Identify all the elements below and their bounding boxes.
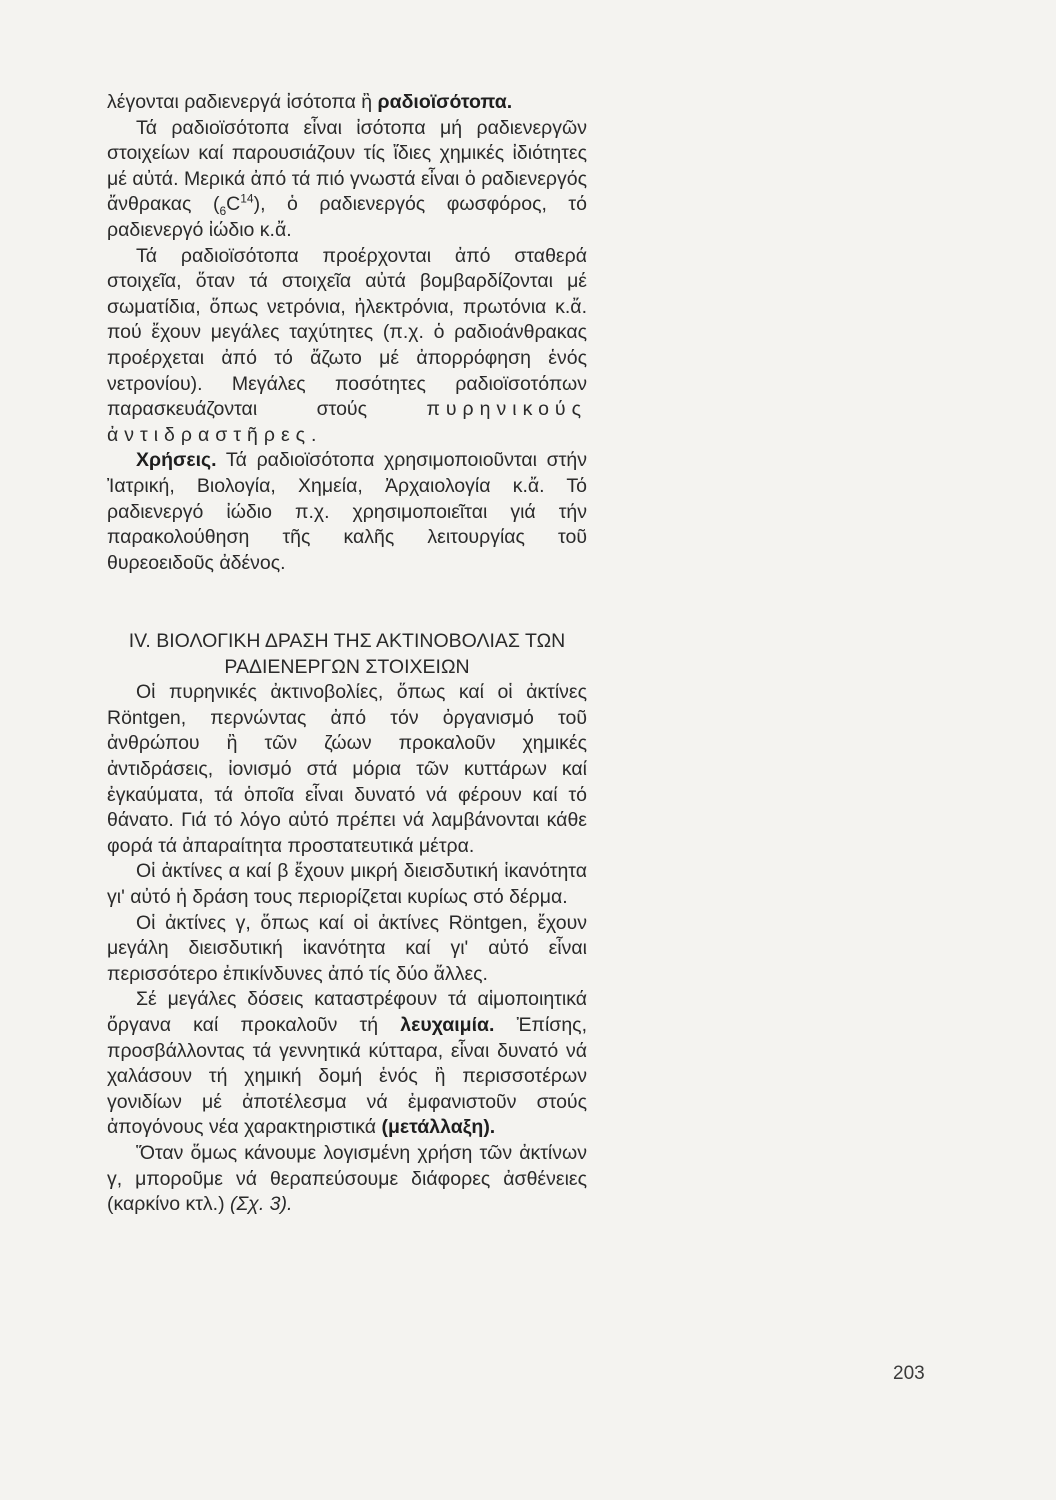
paragraph-4 (107, 448, 587, 576)
paragraph-text: Σέ μεγάλες δόσεις καταστρέφουν τά αἱμοποιητικά ὄργανα καί προκαλοῦν τή (107, 988, 587, 1036)
paragraph-text: ), ὁ ραδιενεργός φωσφόρος, τό ραδιενεργό ἰώδιο κ.ἄ. (107, 193, 587, 241)
paragraph-9 (107, 1141, 587, 1218)
mass-number: 14 (240, 191, 254, 206)
paragraph-text: Τά ραδιοϊσότοπα εἶναι ἰσότοπα μή ραδιενεργῶν στοιχείων καί παρουσιάζουν τίς ἴδιες χημικές ἰδιότητες μέ αὐτά. Μερικά ἀπό τά πιό γνωστά εἶναι ὁ ραδιενεργός ἄνθρακας ( (107, 116, 587, 216)
spaced-term-nuclear-reactors: πυρηνικούς ἀντιδραστῆρες. (107, 398, 587, 446)
paragraph-1 (107, 90, 587, 116)
paragraph-text: λέγονται ραδιενεργά ἰσότοπα ἢ (107, 91, 378, 113)
paragraph-5 (107, 680, 587, 859)
atomic-number: 6 (219, 204, 227, 219)
section-heading (107, 628, 587, 680)
bold-term-radioisotopes: ραδιοϊσότοπα. (377, 91, 513, 113)
paragraph-text: Οἱ πυρηνικές ἀκτινοβολίες, ὅπως καί οἱ ἀκτίνες Röntgen, περνώντας ἀπό τόν ὀργανισμό τοῦ ἀνθρώπου ἢ τῶν ζώων προκαλοῦν χημικές ἀντιδράσεις, ἰονισμό στά μόρια τῶν κυττάρων καί ἐγκαύματα, τά ὁποῖα εἶναι δυνατό νά φέρουν καί τό θάνατο. Γιά τό λόγο αὐτό πρέπει νά λαμβάνονται κάθε φορά τά ἀπαραίτητα προστατευτικά μέτρα. (107, 681, 587, 857)
element-symbol: C (226, 193, 241, 216)
paragraph-7 (107, 911, 587, 988)
paragraph-3 (107, 244, 587, 449)
bold-term-leukemia: λευχαιμία. (400, 1014, 495, 1036)
bold-term-uses: Χρήσεις. (136, 449, 217, 472)
paragraph-8 (107, 987, 587, 1141)
paragraph-text: Ὅταν ὅμως κάνουμε λογισμένη χρήση τῶν ἀκτίνων γ, μποροῦμε νά θεραπεύσουμε διάφορες ἀσθένειες (καρκίνο κτλ.) (107, 1141, 587, 1216)
page-number: 203 (893, 1363, 925, 1384)
bold-term-mutation: (μετάλλαξη). (381, 1116, 496, 1139)
paragraph-text: Οἱ ἀκτίνες γ, ὅπως καί οἱ ἀκτίνες Röntgen, ἔχουν μεγάλη διεισδυτική ἱκανότητα καί γι' αὐτό εἶναι περισσότερο ἐπικίνδυνες ἀπό τίς δύο ἄλλες. (107, 911, 587, 985)
text-column (107, 90, 587, 1218)
paragraph-text: Οἱ ἀκτίνες α καί β ἔχουν μικρή διεισδυτική ἱκανότητα γι' αὐτό ἡ δράση τους περιορίζεται κυρίως στό δέρμα. (107, 860, 587, 909)
paragraph-text: Ἐπίσης, προσβάλλοντας τά γεννητικά κύτταρα, εἶναι δυνατό νά χαλάσουν τή χημική δομή ἑνός ἢ περισσοτέρων γονιδίων μέ ἀποτέλεσμα νά ἐμφανιστοῦν στούς ἀπογόνους νέα χαρακτηριστικά (107, 1014, 587, 1139)
paragraph-text: Τά ραδιοϊσότοπα χρησιμοποιοῦνται στήν Ἰατρική, Βιολογία, Χημεία, Ἀρχαιολογία κ.ἄ. Τό ραδιενεργό ἰώδιο π.χ. χρησιμοποιεῖται γιά τήν παρακολούθηση τῆς καλῆς λειτουργίας τοῦ θυρεοειδοῦς ἀδένος. (107, 449, 587, 574)
paragraph-text: Τά ραδιοϊσότοπα προέρχονται ἀπό σταθερά στοιχεῖα, ὅταν τά στοιχεῖα αὐτά βομβαρδίζονται μέ σωματίδια, ὅπως νετρόνια, ἠλεκτρόνια, πρωτόνια κ.ἄ. πού ἔχουν μεγάλες ταχύτητες (π.χ. ὁ ραδιοάνθρακας προέρχεται ἀπό τό ἄζωτο μέ ἀπορρόφηση ἑνός νετρονίου). Μεγάλες ποσότητες ραδιοϊσοτόπων παρασκευάζονται στούς (107, 244, 587, 421)
section-heading-line-1: IV. ΒΙΟΛΟΓΙΚΗ ΔΡΑΣΗ ΤΗΣ ΑΚΤΙΝΟΒΟΛΙΑΣ ΤΩΝ (128, 630, 566, 653)
section-heading-line-2: ΡΑΔΙΕΝΕΡΓΩΝ ΣΤΟΙΧΕΙΩΝ (224, 656, 470, 679)
figure-reference: (Σχ. 3). (230, 1193, 293, 1216)
paragraph-6 (107, 859, 587, 910)
paragraph-2 (107, 116, 587, 244)
